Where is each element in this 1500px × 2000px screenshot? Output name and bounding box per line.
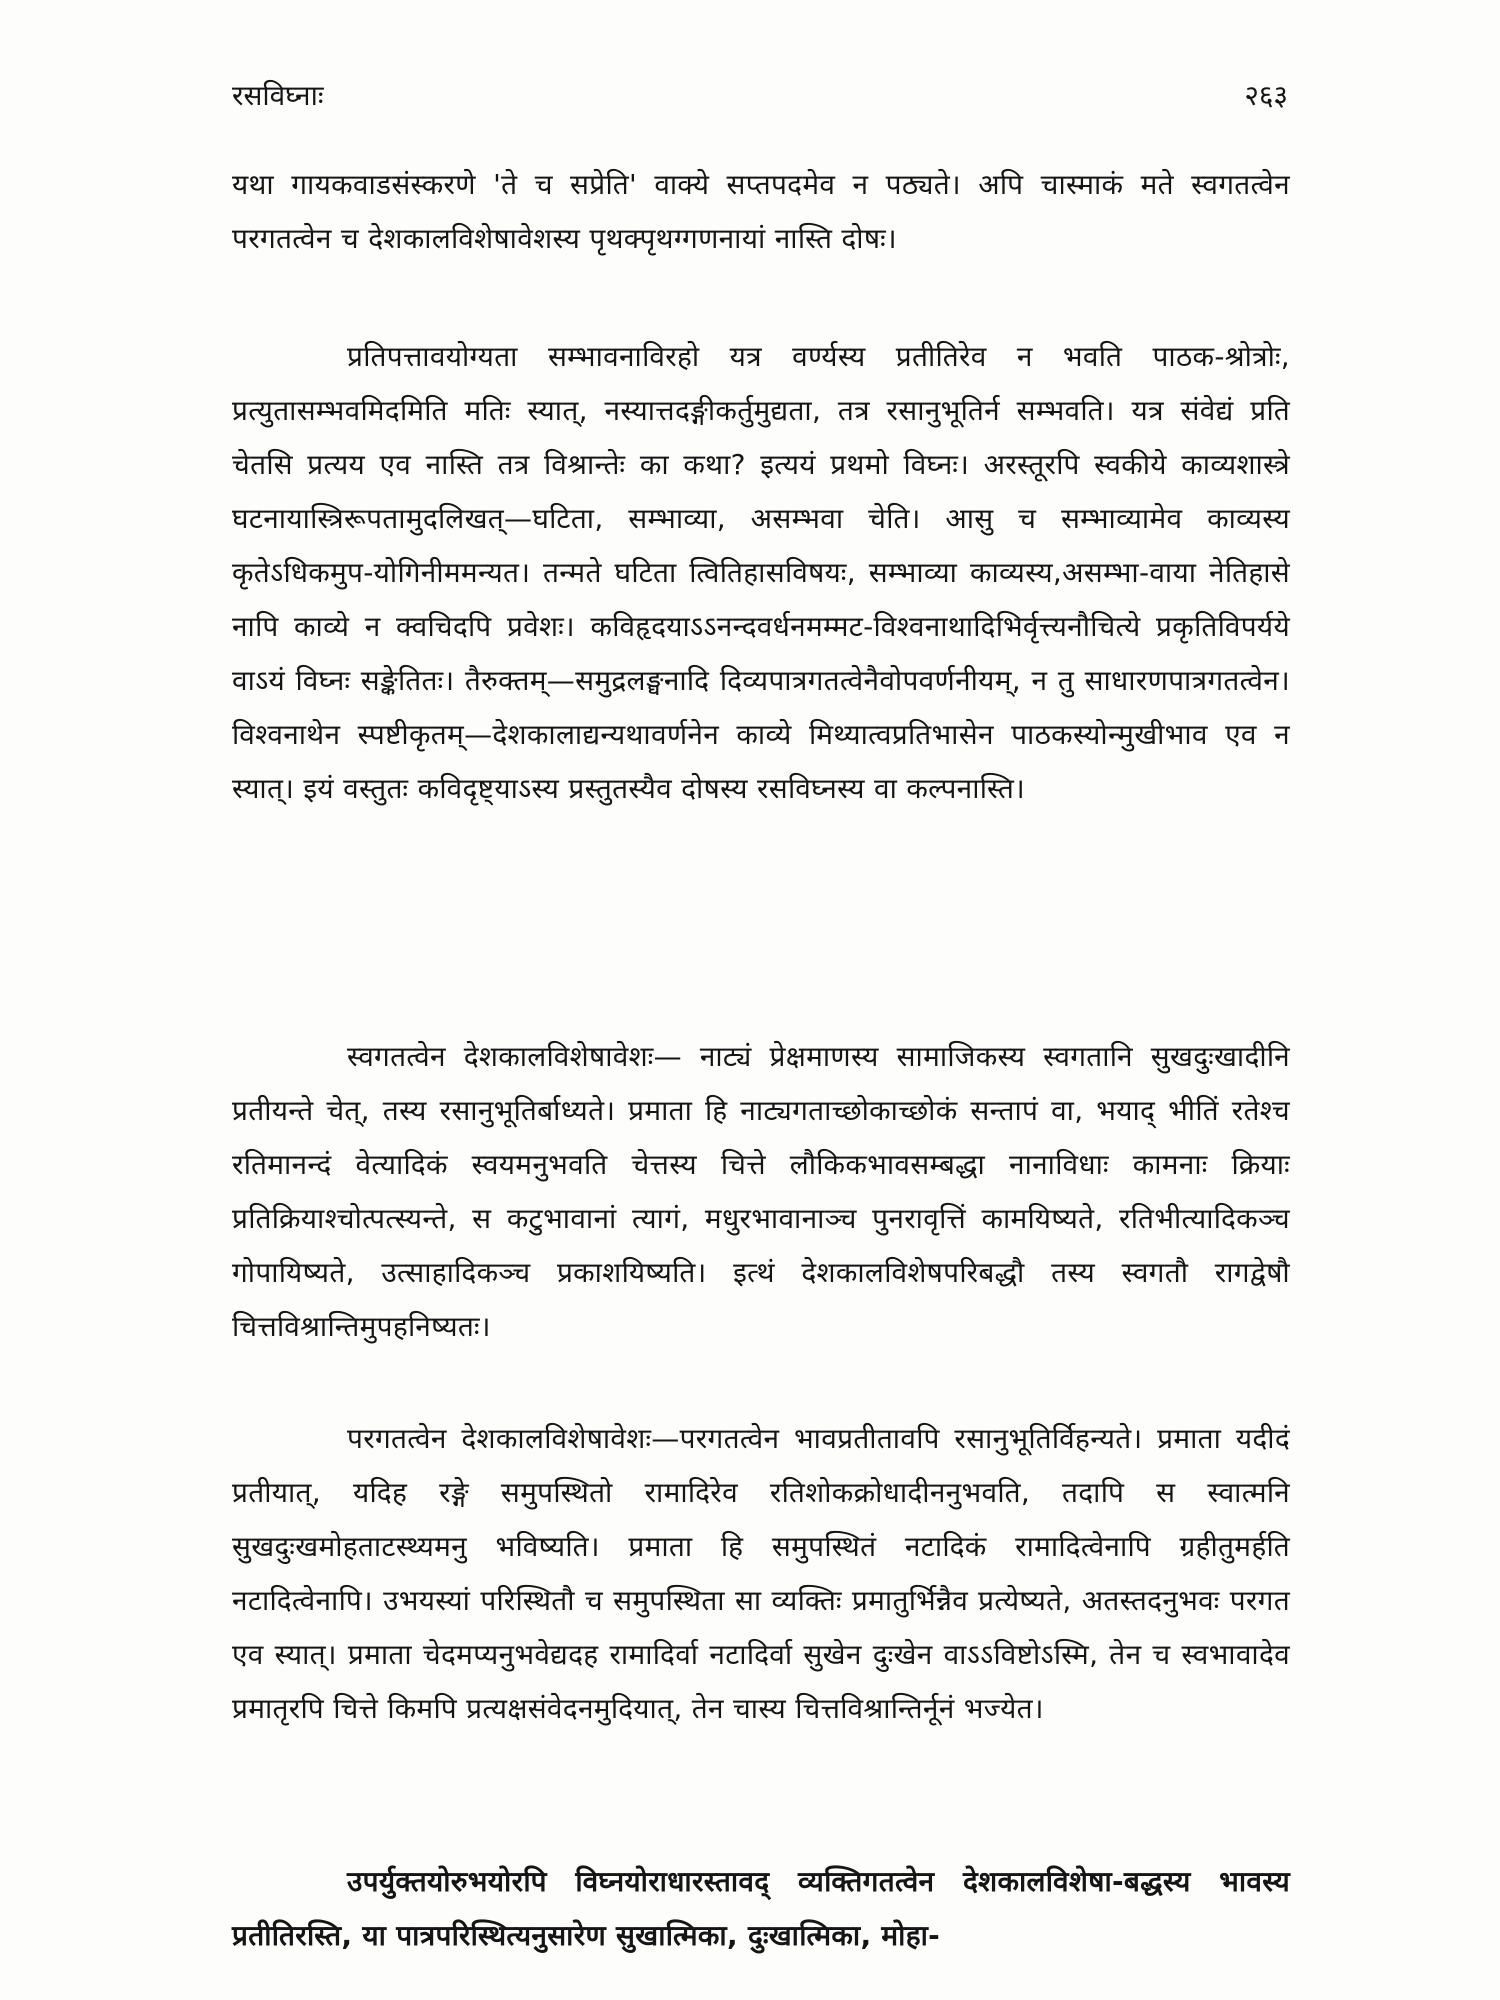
paragraph-text: परगतत्वेन देशकालविशेषावेशः—परगतत्वेन भावप्रतीतावपि रसानुभूतिर्विहन्यते। प्रमाता यदीदं प्रतीयात्, यदिह रङ्गे समुपस्थितो रामादिरेव रतिशोकक्रोधादीननुभवति, तदापि स स्वात्मनि सुखदुःखमोहताटस्थ्यमनु भविष्यति। प्रमाता हि समुपस्थितं नटादिकं रामादित्वेनापि ग्रहीतुमर्हति नटादित्वेनापि। उभयस्यां परिस्थितौ च समुपस्थिता सा व्यक्तिः प्रमातुर्भिन्नैव प्रत्येष्यते, अतस्तदनुभवः परगत एव स्यात्। प्रमाता चेदमप्यनुभवेद्यदह रामादिर्वा नटादिर्वा सुखेन दुःखेन वाऽऽविष्टोऽस्मि, तेन च स्वभावादेव प्रमातृरपि चित्ते किमपि प्रत्यक्षसंवेदनमुदियात्, तेन चास्य चित्तविश्रान्तिर्नूनं भज्येत। [232,1422,1290,1725]
running-title: रसविघ्नाः [232,79,324,112]
paragraph-summary [232,1855,1290,1963]
paragraph-text: यथा गायकवाडसंस्करणे 'ते च सप्रेति' वाक्ये सप्तपदमेव न पठ्यते। अपि चास्माकं मते स्वगतत्वेन परगतत्वेन च देशकालविशेषावेशस्य पृथक्पृथग्गणनायां नास्ति दोषः। [232,168,1290,255]
page-number: २६३ [1244,79,1288,112]
paragraph-text: प्रतिपत्तावयोग्यता सम्भावनाविरहो यत्र वर्ण्यस्य प्रतीतिरेव न भवति पाठक-श्रोत्रोः, प्रत्युतासम्भवमिदमिति मतिः स्यात्, नस्यात्तदङ्गीकर्तुमुद्यता, तत्र रसानुभूतिर्न सम्भवति। यत्र संवेद्यं प्रति चेतसि प्रत्यय एव नास्ति तत्र विश्रान्तेः का कथा? इत्ययं प्रथमो विघ्नः। अरस्तूरपि स्वकीये काव्यशास्त्रे घटनायास्त्रिरूपतामुदलिखत्—घटिता, सम्भाव्या, असम्भवा चेति। आसु च सम्भाव्यामेव काव्यस्य कृतेऽधिकमुप-योगिनीममन्यत। तन्मते घटिता त्वितिहासविषयः, सम्भाव्या काव्यस्य,असम्भा-वाया नेतिहासे नापि काव्ये न क्वचिदपि प्रवेशः। कविहृदयाऽऽनन्दवर्धनमम्मट-विश्वनाथादिभिर्वृत्त्यनौचित्ये प्रकृतिविपर्यये वाऽयं विघ्नः सङ्केतितः। तैरुक्तम्—समुद्रलङ्घनादि दिव्यपात्रगतत्वेनैवोपवर्णनीयम्, न तु साधारणपात्रगतत्वेन। विश्वनाथेन स्पष्टीकृतम्—देशकालाद्यन्यथावर्णनेन काव्ये मिथ्यात्वप्रतिभासेन पाठकस्योन्मुखीभाव एव न स्यात्। इयं वस्तुतः कविदृष्ट्याऽस्य प्रस्तुतस्यैव दोषस्य रसविघ्नस्य वा कल्पनास्ति। [232,340,1290,805]
paragraph-text: उपर्युक्तयोरुभयोरपि विघ्नयोराधारस्तावद् व्यक्तिगतत्वेन देशकालविशेषा-बद्धस्य भावस्य प्रतीतिरस्ति, या पात्रपरिस्थित्यनुसारेण सुखात्मिका, दुःखात्मिका, मोहा- [232,1865,1290,1952]
paragraph-continuation [232,158,1290,266]
page-header [232,70,1288,120]
paragraph-self-related-obstacle [232,1030,1290,1354]
paragraph-other-related-obstacle [232,1412,1290,1736]
paragraph-text: स्वगतत्वेन देशकालविशेषावेशः— नाट्यं प्रेक्षमाणस्य सामाजिकस्य स्वगतानि सुखदुःखादीनि प्रतीयन्ते चेत्, तस्य रसानुभूतिर्बाध्यते। प्रमाता हि नाट्यगताच्छोकाच्छोकं सन्तापं वा, भयाद् भीतिं रतेश्च रतिमानन्दं वेत्यादिकं स्वयमनुभवति चेत्तस्य चित्ते लौकिकभावसम्बद्धा नानाविधाः कामनाः क्रियाः प्रतिक्रियाश्चोत्पत्स्यन्ते, स कटुभावानां त्यागं, मधुरभावानाञ्च पुनरावृत्तिं कामयिष्यते, रतिभीत्यादिकञ्च गोपायिष्यते, उत्साहादिकञ्च प्रकाशयिष्यति। इत्थं देशकालविशेषपरिबद्धौ तस्य स्वगतौ रागद्वेषौ चित्तविश्रान्तिमुपहनिष्यतः। [232,1040,1290,1343]
paragraph-first-obstacle [232,330,1290,816]
